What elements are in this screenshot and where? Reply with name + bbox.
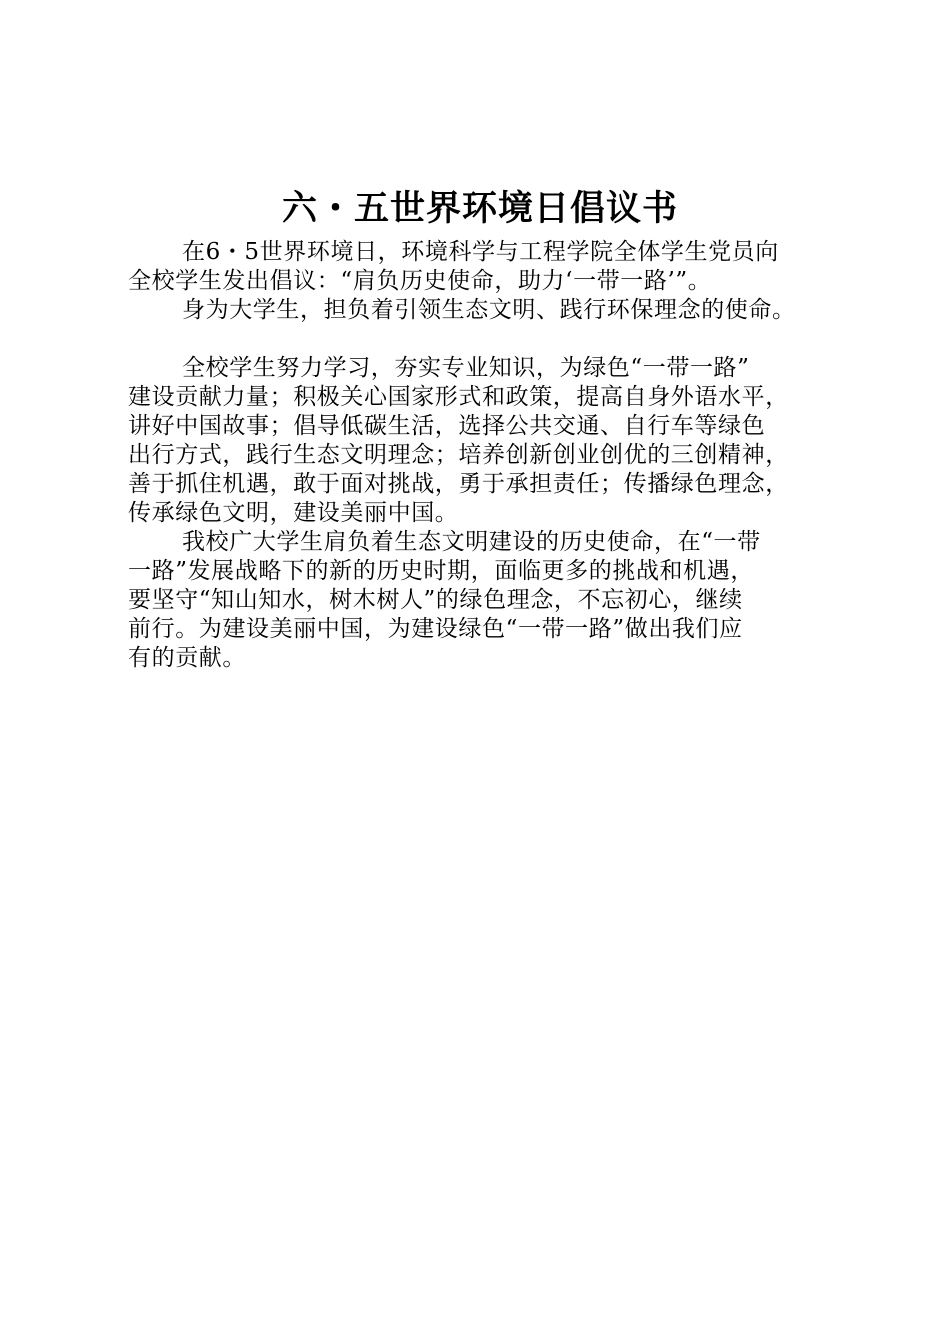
paragraph-1	[128, 238, 848, 296]
paragraph-3	[128, 354, 848, 528]
paragraph-line: 一路”发展战略下的新的历史时期，面临更多的挑战和机遇，	[128, 558, 754, 584]
paragraph-line: 出行方式，践行生态文明理念；培养创新创业创优的三创精神，	[128, 442, 789, 468]
paragraph-line: 善于抓住机遇，敢于面对挑战，勇于承担责任；传播绿色理念，	[128, 471, 789, 497]
paragraph-line: 身为大学生，担负着引领生态文明、践行环保理念的使命。	[182, 297, 796, 323]
paragraph-line: 传承绿色文明，建设美丽中国。	[128, 500, 459, 526]
paragraph-line: 建设贡献力量；积极关心国家形式和政策，提高自身外语水平，	[128, 384, 789, 410]
paragraph-line: 讲好中国故事；倡导低碳生活，选择公共交通、自行车等绿色	[128, 413, 766, 439]
paragraph-line: 全校学生发出倡议：“肩负历史使命，助力‘一带一路’”。	[128, 268, 712, 294]
paragraph-line: 在6・5世界环境日，环境科学与工程学院全体学生党员向	[182, 239, 779, 265]
paragraph-line: 我校广大学生肩负着生态文明建设的历史使命，在“一带	[182, 529, 761, 555]
document-body	[128, 238, 848, 673]
blank-line	[128, 325, 848, 354]
paragraph-line: 全校学生努力学习，夯实专业知识，为绿色“一带一路”	[182, 355, 750, 381]
paragraph-line: 有的贡献。	[128, 645, 246, 671]
document-title: 六・五世界环境日倡议书	[281, 189, 678, 229]
paragraph-2	[128, 296, 848, 325]
paragraph-4	[128, 528, 848, 673]
paragraph-line: 前行。为建设美丽中国，为建设绿色“一带一路”做出我们应	[128, 616, 743, 642]
paragraph-line: 要坚守“知山知水，树木树人”的绿色理念，不忘初心，继续	[128, 587, 743, 613]
